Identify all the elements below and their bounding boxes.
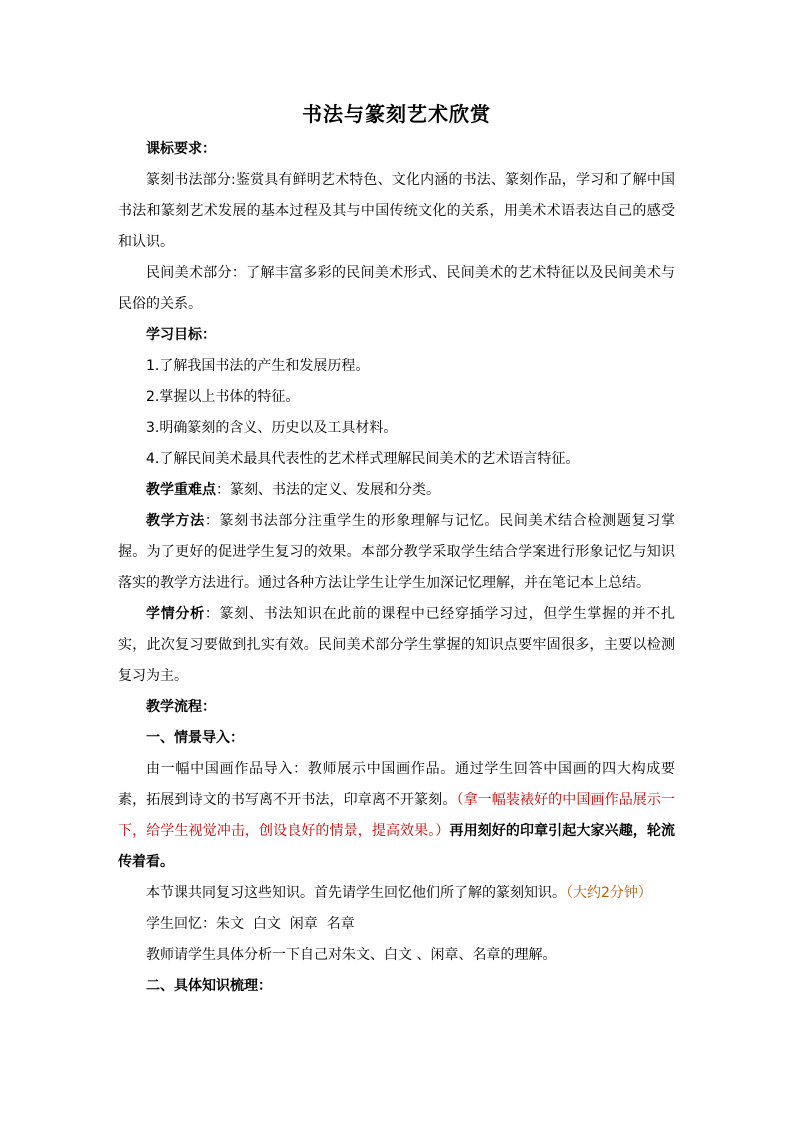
method-text: ：篆刻书法部分注重学生的形象理解与记忆。民间美术结合检测题复习掌握。为了更好的促进学生复习的效果。本部分教学采取学生结合学案进行形象记忆与知识落实的教学方法进行。通过各种方法让学生让学生加深记忆理解，并在笔记本上总结。 (118, 513, 676, 591)
keypoints-label: 教学重难点 (146, 482, 216, 498)
review-text: 本节课共同复习这些知识。首先请学生回忆他们所了解的篆刻知识。 (146, 885, 566, 901)
curriculum-heading: 课标要求： (146, 141, 216, 157)
review-paragraph (118, 878, 675, 909)
curriculum-paragraph-2: 民间美术部分：了解丰富多彩的民间美术形式、民间美术的艺术特征以及民间美术与民俗的关系。 (118, 265, 675, 312)
knowledge-heading: 二、具体知识梳理： (146, 978, 272, 994)
goal-item-3: 3.明确篆刻的含义、历史以及工具材料。 (146, 420, 398, 436)
method-label: 教学方法 (146, 513, 205, 529)
review-time: （大约2分钟） (566, 885, 652, 901)
intro-red-note: （拿一幅装裱好的中国画作品展示一下，给学生视觉冲击，创设良好的情景，提高效果。） (118, 792, 676, 839)
analysis-label: 学情分析 (146, 606, 205, 622)
keypoints-paragraph (118, 475, 675, 506)
curriculum-paragraph-1: 篆刻书法部分:鉴赏具有鲜明艺术特色、文化内涵的书法、篆刻作品，学习和了解中国书法和篆刻艺术发展的基本过程及其与中国传统文化的关系，用美术术语表达自己的感受和认识。 (118, 172, 675, 250)
page-title: 书法与篆刻艺术欣赏 (302, 102, 491, 126)
intro-bold-note: 再用刻好的印章引起大家兴趣，轮流传着看。 (118, 823, 676, 870)
goal-item-4: 4.了解民间美术最具代表性的艺术样式理解民间美术的艺术语言特征。 (146, 451, 580, 467)
intro-paragraph (118, 754, 675, 878)
goals-heading: 学习目标： (146, 327, 216, 343)
goal-item-1: 1.了解我国书法的产生和发展历程。 (146, 358, 370, 374)
analysis-paragraph (118, 599, 675, 692)
intro-heading: 一、情景导入： (146, 730, 244, 746)
keypoints-text: ：篆刻、书法的定义、发展和分类。 (216, 482, 440, 498)
intro-text: 由一幅中国画作品导入：教师展示中国画作品。通过学生回答中国画的四大构成要素，拓展到诗文的书写离不开书法，印章离不开篆刻。 (118, 761, 675, 808)
method-paragraph (118, 506, 675, 599)
goal-item-2: 2.掌握以上书体的特征。 (146, 389, 300, 405)
analysis-text: ：篆刻、书法知识在此前的课程中已经穿插学习过，但学生掌握的并不扎实，此次复习要做到扎实有效。民间美术部分学生掌握的知识点要牢固很多，主要以检测复习为主。 (118, 606, 676, 684)
recall-paragraph: 学生回忆：朱文 白文 闲章 名章 (146, 916, 355, 932)
teacher-paragraph: 教师请学生具体分析一下自己对朱文、白文 、闲章、名章的理解。 (146, 947, 557, 963)
flow-heading: 教学流程： (146, 699, 216, 715)
